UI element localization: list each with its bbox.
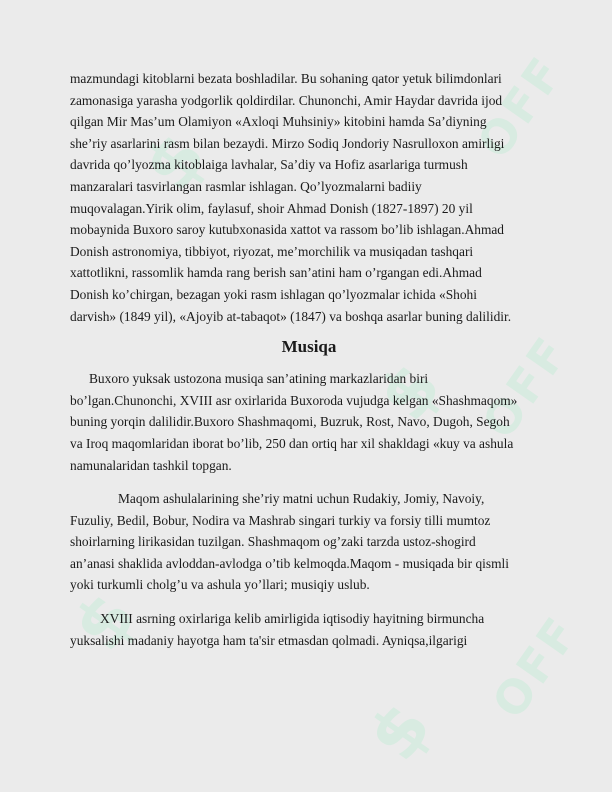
text-line: davrida qo’lyozma kitoblaiga lavhalar, Sa’diy va Hofiz asarlariga turmush: [70, 157, 468, 173]
paragraph-gap: [70, 596, 548, 608]
text-line: yoki turkumli cholg’u va ashula yo’llari; musiqiy uslub.: [70, 577, 370, 593]
text-line: yuksalishi madaniy hayotga ham ta'sir etmasdan qolmadi. Ayniqsa,ilgarigi: [70, 632, 468, 648]
text-line: an’anasi shaklida avloddan-avlodga o’tib kelmoqda.Maqom - musiqada bir qismli: [70, 555, 509, 571]
text-line: Donish ko’chirgan, bezagan yoki rasm ishlagan qo’lyozmalar ichida «Shohi: [70, 286, 477, 302]
paragraph-ahmad-donish: [70, 68, 548, 327]
text-line: shoirlarning lirikasidan tuzilgan. Shashmaqom og’zaki tarzda ustoz-shogird: [70, 534, 476, 550]
paragraph-buxoro-musiqa: [70, 368, 548, 476]
text-line: Maqom ashulalarining she’riy matni uchun Rudakiy, Jomiy, Navoiy,: [118, 491, 485, 507]
text-line: namunalaridan tashkil topgan.: [70, 457, 232, 473]
text-line: darvish» (1849 yil), «Ajoyib at-tabaqot» (1847) va boshqa asarlar buning dalilidir.: [70, 308, 512, 324]
text-line: Donish astronomiya, tibbiyot, riyozat, me’morchilik va musiqadan tashqari: [70, 243, 474, 259]
text-line: manzaralari tasvirlangan rasmlar ishlagan. Qo’lyozmalarni badiiy: [70, 178, 422, 194]
text-line: bo’lgan.Chunonchi, XVIII asr oxirlarida Buxoroda vujudga kelgan «Shashmaqom»: [70, 392, 518, 408]
watermark-logo-icon: $: [127, 116, 224, 206]
text-line: Buxoro yuksak ustozona musiqa san’atining markazlaridan biri: [89, 371, 429, 387]
text-line: Fuzuliy, Bedil, Bobur, Nodira va Mashrab singari turkiy va forsiy tilli mumtoz: [70, 512, 491, 528]
text-line: buning yorqin dalilidir.Buxoro Shashmaqomi, Buzruk, Rost, Navo, Dugoh, Segoh: [70, 414, 510, 430]
text-line: mobaynida Buxoro saroy kutubxonasida xattot va rassom bo’lib ishlagan.Ahmad: [70, 222, 505, 238]
watermark-logo-icon: $: [362, 346, 459, 436]
watermark-text: OFF: [481, 606, 590, 728]
section-heading: Musiqa: [281, 337, 337, 357]
watermark-logo-icon: $: [57, 576, 154, 666]
document-body: [70, 68, 548, 651]
paragraph-xviii-asr: [70, 608, 548, 651]
text-line: qilgan Mir Mas’um Olamiyon «Axloqi Muhsiniy» kitobini hamda Sa’diyning: [70, 114, 487, 130]
text-line: va Iroq maqomlaridan iborat bo’lib, 250 dan ortiq har xil shakldagi «kuy va ashula: [70, 435, 514, 451]
watermark-logo-icon: $: [352, 686, 449, 776]
watermark-text: OFF: [466, 46, 575, 168]
paragraph-maqom: [70, 488, 548, 596]
paragraph-gap: [70, 476, 548, 488]
watermark-text: OFF: [471, 326, 580, 448]
text-line: mazmundagi kitoblarni bezata boshladilar. Bu sohaning qator yetuk bilimdonlari: [70, 71, 502, 86]
text-line: XVIII asrning oxirlariga kelib amirligida iqtisodiy hayitning birmuncha: [100, 611, 485, 627]
text-line: she’riy asarlarini rasm bilan bezaydi. Mirzo Sodiq Jondoriy Nasrulloxon amirligi: [70, 135, 505, 151]
text-line: muqovalagan.Yirik olim, faylasuf, shoir Ahmad Donish (1827-1897) 20 yil: [70, 200, 473, 216]
text-line: xattotlikni, rassomlik hamda rang berish san’atini ham o’rgangan edi.Ahmad: [70, 265, 482, 281]
text-line: zamonasiga yarasha yodgorlik qoldirdilar. Chunonchi, Amir Haydar davrida ijod: [70, 92, 503, 108]
